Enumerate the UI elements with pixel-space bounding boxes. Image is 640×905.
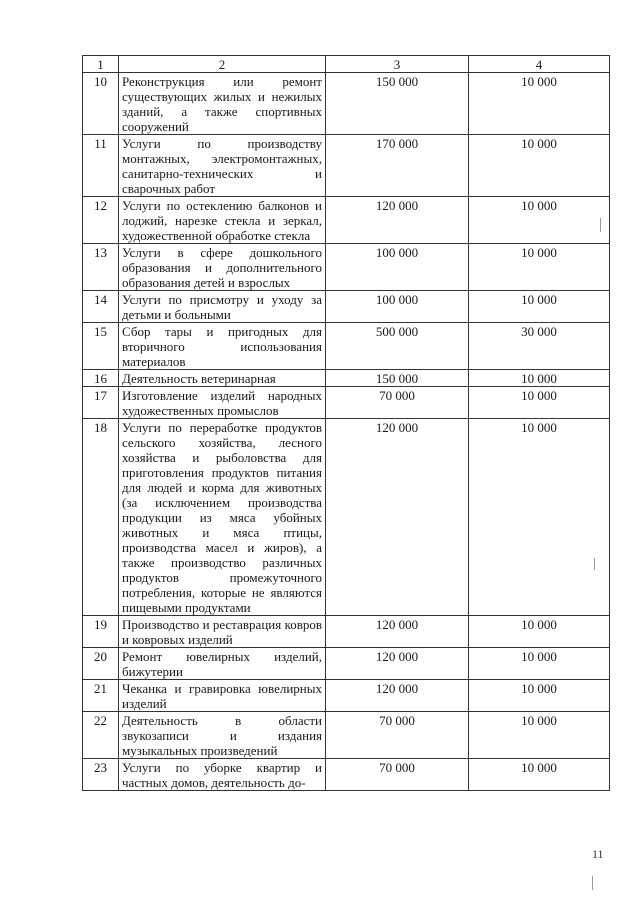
row-number: 10 [83,73,119,135]
table-row [83,197,610,244]
table-row [83,616,610,648]
row-number: 16 [83,370,119,387]
column-header: 4 [469,56,610,73]
income-value: 120 000 [326,197,469,244]
tax-value: 30 000 [469,323,610,370]
column-header: 2 [119,56,326,73]
activity-description: Услуги по остеклению балконов и лоджий, нарезке стекла и зеркал, художественной обработке стекла [119,197,326,244]
income-value: 150 000 [326,73,469,135]
activity-description: Реконструкция или ремонт существующих жилых и нежилых зданий, а также спортивных сооружений [119,73,326,135]
row-number: 22 [83,712,119,759]
tax-value: 10 000 [469,291,610,323]
row-number: 20 [83,648,119,680]
tax-value: 10 000 [469,197,610,244]
table-row [83,73,610,135]
column-header: 3 [326,56,469,73]
tax-value: 10 000 [469,244,610,291]
tax-value: 10 000 [469,759,610,791]
tax-value: 10 000 [469,616,610,648]
table-row [83,135,610,197]
tax-rates-table [82,55,610,791]
income-value: 120 000 [326,419,469,616]
table-row [83,244,610,291]
activity-description: Услуги по переработке продуктов сельского хозяйства, лесного хозяйства и рыболовства для приготовления продуктов питания для людей и корма для животных (за исключением производства продукции из мяса убойных животных и мяса птицы, производства масел и жиров), а также производство различных продуктов промежуточного потребления, которые не являются пищевыми продуктами [119,419,326,616]
income-value: 150 000 [326,370,469,387]
income-value: 500 000 [326,323,469,370]
activity-description: Ремонт ювелирных изделий, бижутерии [119,648,326,680]
income-value: 70 000 [326,712,469,759]
page-number: 11 [592,847,604,861]
scan-mark [594,558,595,570]
table-header-row [83,56,610,73]
tax-value: 10 000 [469,419,610,616]
scan-mark [592,876,593,890]
income-value: 120 000 [326,680,469,712]
income-value: 120 000 [326,616,469,648]
tax-value: 10 000 [469,370,610,387]
row-number: 12 [83,197,119,244]
activity-description: Производство и реставрация ковров и ковровых изделий [119,616,326,648]
activity-description: Деятельность в области звукозаписи и издания музыкальных произведений [119,712,326,759]
column-header: 1 [83,56,119,73]
income-value: 100 000 [326,244,469,291]
row-number: 23 [83,759,119,791]
activity-description: Услуги по присмотру и уходу за детьми и больными [119,291,326,323]
row-number: 13 [83,244,119,291]
tax-value: 10 000 [469,73,610,135]
activity-description: Деятельность ветеринарная [119,370,326,387]
activity-description: Услуги в сфере дошкольного образования и дополнительного образования детей и взрослых [119,244,326,291]
table-row [83,370,610,387]
income-value: 120 000 [326,648,469,680]
scan-mark [600,218,601,232]
table-row [83,648,610,680]
income-value: 170 000 [326,135,469,197]
table-row [83,759,610,791]
activity-description: Сбор тары и пригодных для вторичного использования материалов [119,323,326,370]
table-row [83,419,610,616]
row-number: 11 [83,135,119,197]
row-number: 17 [83,387,119,419]
table-row [83,387,610,419]
activity-description: Чеканка и гравировка ювелирных изделий [119,680,326,712]
tax-value: 10 000 [469,135,610,197]
tax-value: 10 000 [469,387,610,419]
tax-value: 10 000 [469,680,610,712]
table-row [83,712,610,759]
row-number: 21 [83,680,119,712]
tax-value: 10 000 [469,648,610,680]
income-value: 100 000 [326,291,469,323]
income-value: 70 000 [326,759,469,791]
activity-description: Изготовление изделий народных художественных промыслов [119,387,326,419]
activity-description: Услуги по уборке квартир и частных домов, деятельность до- [119,759,326,791]
income-value: 70 000 [326,387,469,419]
activity-description: Услуги по производству монтажных, электромонтажных, санитарно-технических и сварочных работ [119,135,326,197]
table-row [83,323,610,370]
row-number: 14 [83,291,119,323]
row-number: 19 [83,616,119,648]
table-row [83,291,610,323]
tax-value: 10 000 [469,712,610,759]
row-number: 18 [83,419,119,616]
row-number: 15 [83,323,119,370]
table-row [83,680,610,712]
